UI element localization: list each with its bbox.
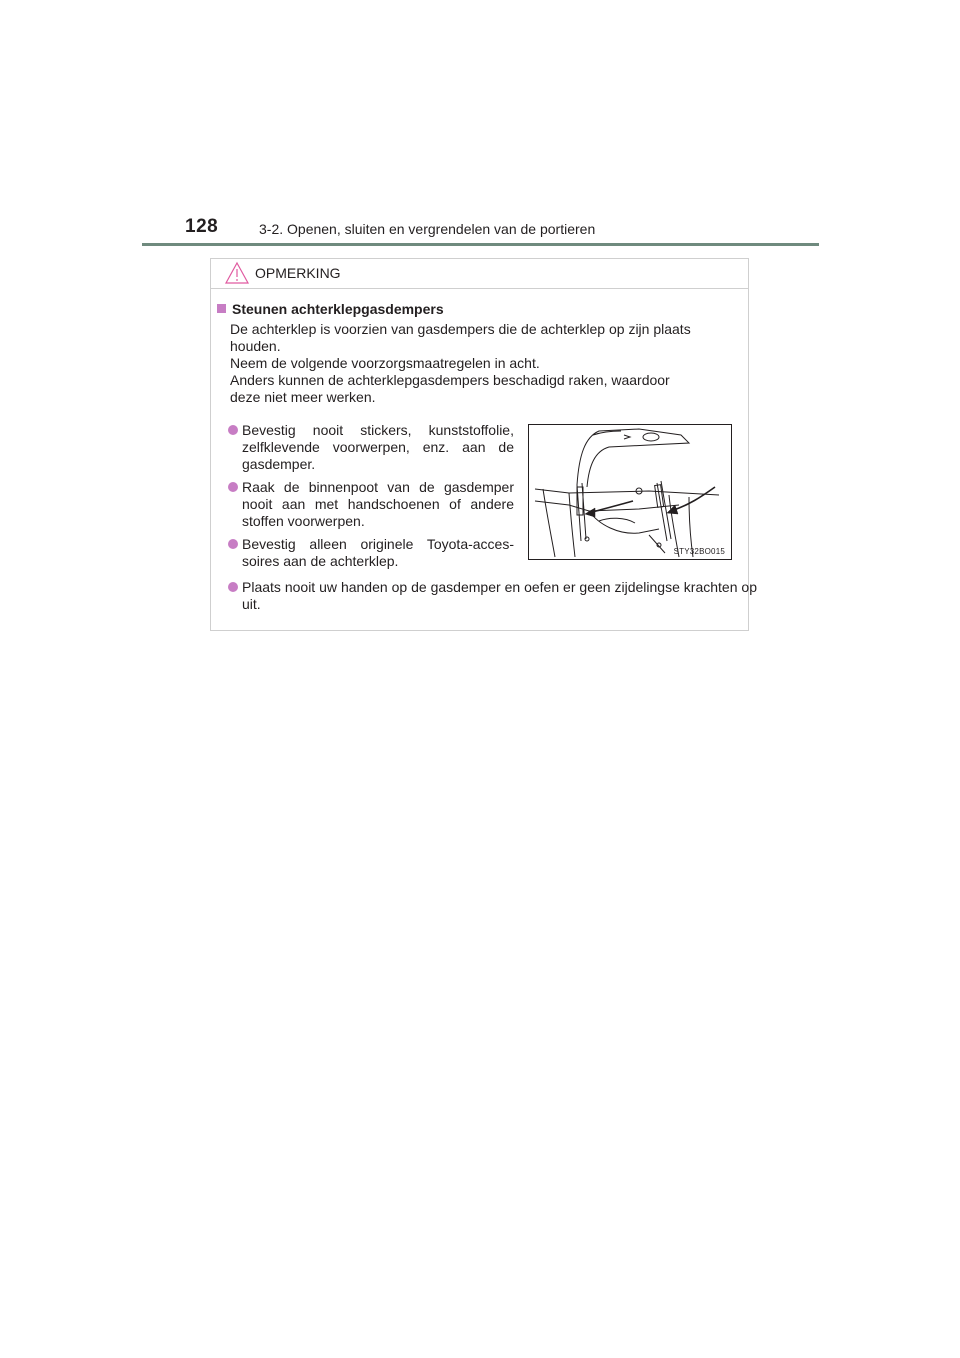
bullet-text: Plaats nooit uw handen op de gasdemper en oefen er geen zijdelingse krachten op uit. xyxy=(242,579,757,612)
bullet-list xyxy=(228,422,514,576)
list-item xyxy=(228,536,514,570)
page-number: 128 xyxy=(185,216,219,237)
header-rule xyxy=(142,243,819,246)
notice-header xyxy=(211,259,748,289)
paragraph-line: houden. xyxy=(230,338,281,354)
paragraph-line: deze niet meer werken. xyxy=(230,389,376,405)
subheading xyxy=(217,301,444,317)
square-bullet-icon xyxy=(217,304,226,313)
tailgate-damper-illustration xyxy=(528,424,732,560)
round-bullet-icon xyxy=(228,539,238,549)
bullet-text: Bevestig nooit stickers, kunststoffolie, zelfklevende voorwerpen, enz. aan de gasdemper. xyxy=(242,422,514,472)
paragraph-line: Anders kunnen de achterklepgasdempers beschadigd raken, waardoor xyxy=(230,372,670,388)
intro-paragraph xyxy=(230,321,743,406)
tailgate-drawing xyxy=(529,425,731,559)
warning-triangle-icon xyxy=(224,261,250,285)
round-bullet-icon xyxy=(228,482,238,492)
list-item xyxy=(228,479,514,530)
notice-label: OPMERKING xyxy=(255,265,341,281)
notice-box xyxy=(210,258,757,631)
list-item xyxy=(228,579,757,613)
section-title: 3-2. Openen, sluiten en vergrendelen van de portieren xyxy=(259,221,596,237)
subheading-text: Steunen achterklepgasdempers xyxy=(232,301,444,317)
list-item xyxy=(228,422,514,473)
round-bullet-icon xyxy=(228,582,238,592)
figure-code: STY32BO015 xyxy=(673,547,725,556)
paragraph-line: De achterklep is voorzien van gasdempers die de achterklep op zijn plaats xyxy=(230,321,691,337)
paragraph-line: Neem de volgende voorzorgsmaatregelen in acht. xyxy=(230,355,540,371)
bullet-text: Bevestig alleen originele Toyota-acces-soires aan de achterklep. xyxy=(242,536,514,569)
bullet-text: Raak de binnenpoot van de gasdemper nooit aan met handschoenen of andere stoffen voorwerpen. xyxy=(242,479,514,529)
round-bullet-icon xyxy=(228,425,238,435)
